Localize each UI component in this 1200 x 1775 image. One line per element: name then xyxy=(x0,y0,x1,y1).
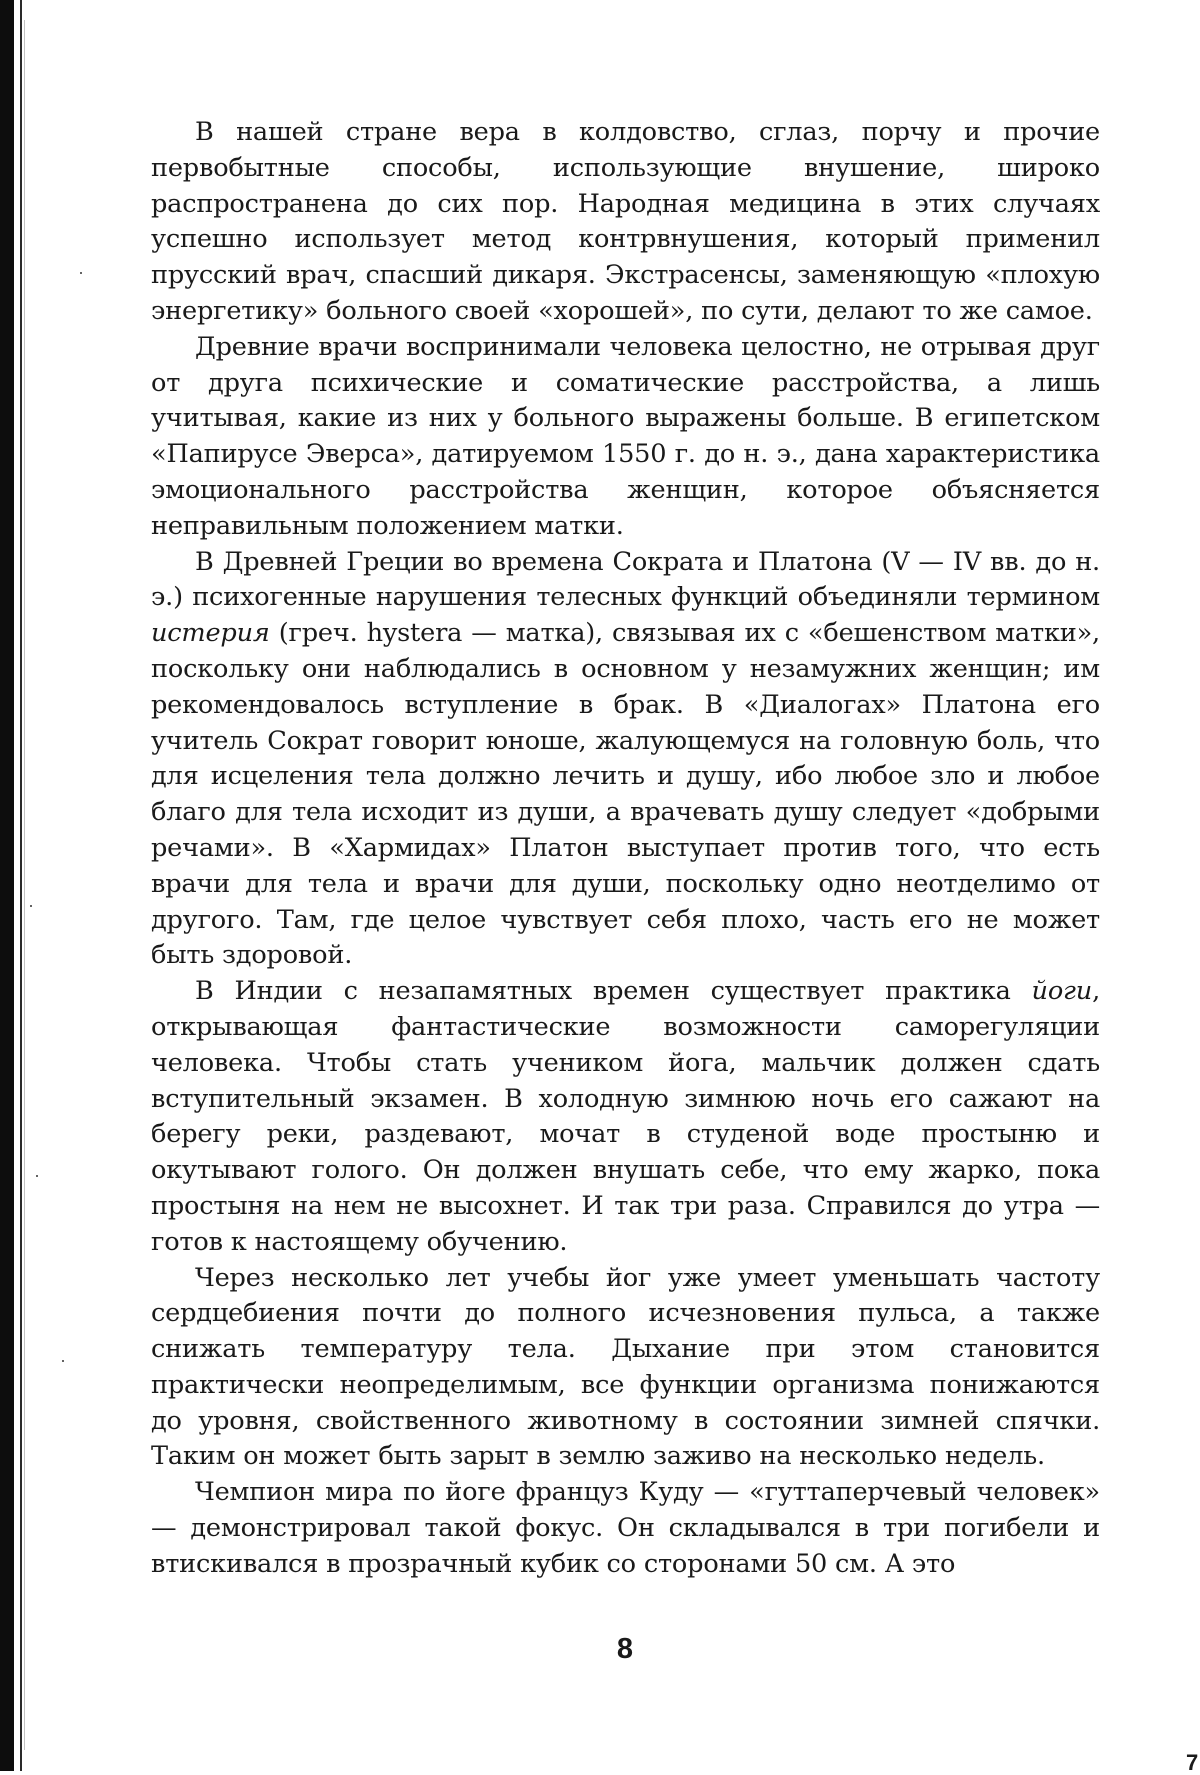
paragraph-text: Через несколько лет учебы йог уже умеет уменьшать частоту сердцебиения почти до полного исчезновения пульса, а также снижать температуру тела. Дыхание при этом становится практически неопределимым, все функции организма понижаются до уровня, свойственного животному в состоянии зимней спячки. Таким он может быть зарыт в землю заживо на несколько недель. xyxy=(151,1263,1100,1472)
scan-speck xyxy=(62,1360,64,1362)
scan-speck xyxy=(30,905,32,907)
paragraph-text: , открывающая фантастические возможности саморегуляции человека. Чтобы стать учеником йога, мальчик должен сдать вступительный экзамен. В холодную зимнюю ночь его сажают на берегу реки, раздевают, мочат в студеной воде простыню и окутывают голого. Он должен внушать себе, что ему жарко, пока простыня на нем не высохнет. И так три раза. Справился до утра — готов к настоящему обучению. xyxy=(151,976,1100,1257)
paragraph-text: В Индии с незапамятных времен существует практика xyxy=(195,976,1032,1006)
book-spine-shadow xyxy=(0,0,14,1771)
italic-term: истерия xyxy=(151,618,270,648)
paragraph xyxy=(151,545,1100,975)
page-number: 8 xyxy=(0,1633,1200,1666)
book-spine-line xyxy=(20,0,22,1771)
book-page xyxy=(0,0,1200,1771)
paragraph xyxy=(151,330,1100,545)
paragraph-text: Древние врачи воспринимали человека целостно, не отрывая друг от друга психические и соматические расстройства, а лишь учитывая, какие из них у больного выражены больше. В египетском «Папирусе Эверса», датируемом 1550 г. до н. э., дана характеристика эмоционального расстройства женщин, которое объясняется неправильным положением матки. xyxy=(151,332,1100,541)
paragraph-text: (греч. hystera — матка), связывая их с «бешенством матки», поскольку они наблюдались в основном у незамужних женщин; им рекомендовалось вступление в брак. В «Диалогах» Платона его учитель Сократ говорит юноше, жалующемуся на головную боль, что для исцеления тела должно лечить и душу, ибо любое зло и любое благо для тела исходит из души, а врачевать душу следует «добрыми речами». В «Хармидах» Платон выступает против того, что есть врачи для тела и врачи для души, поскольку одно неотделимо от другого. Там, где целое чувствует себя плохо, часть его не может быть здоровой. xyxy=(151,618,1100,970)
paragraph-text: В нашей стране вера в колдовство, сглаз, порчу и прочие первобытные способы, использующие внушение, широко распространена до сих пор. Народная медицина в этих случаях успешно использует метод контрвнушения, который применил прусский врач, спасший дикаря. Экстрасенсы, заменяющую «плохую энергетику» больного своей «хорошей», по сути, делают то же самое. xyxy=(151,117,1100,326)
paragraph xyxy=(151,974,1100,1260)
paragraph xyxy=(151,115,1100,330)
book-spine-ghost-line xyxy=(24,20,25,1750)
body-text xyxy=(151,115,1100,1583)
paragraph xyxy=(151,1475,1100,1582)
paragraph-text: В Древней Греции во времена Сократа и Платона (V — IV вв. до н. э.) психогенные нарушения телесных функций объединяли термином xyxy=(151,547,1100,613)
corner-mark: 7 xyxy=(1186,1752,1198,1774)
scan-speck xyxy=(36,1175,38,1177)
scan-speck xyxy=(80,272,82,274)
paragraph xyxy=(151,1261,1100,1476)
italic-term: йоги xyxy=(1032,976,1093,1006)
paragraph-text: Чемпион мира по йоге француз Куду — «гуттаперчевый человек» — демонстрировал такой фокус. Он складывался в три погибели и втискивался в прозрачный кубик со сторонами 50 см. А это xyxy=(151,1477,1100,1579)
